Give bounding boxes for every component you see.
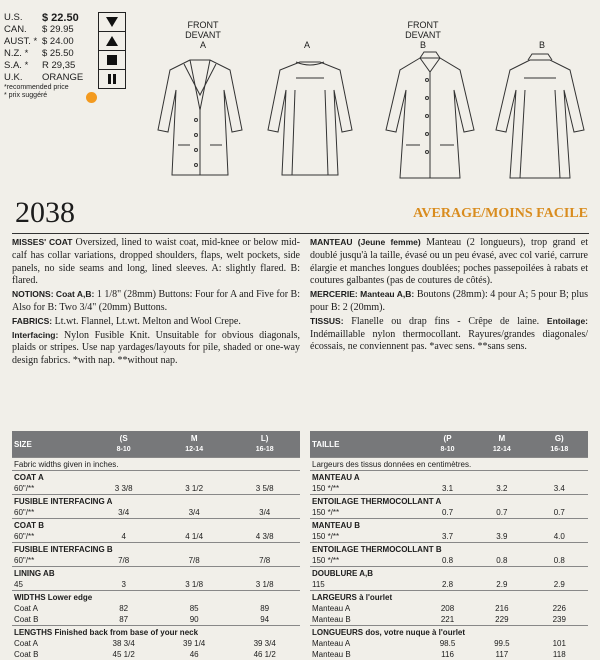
- table-row: 60"/** 3 3/8 3 1/2 3 5/8: [14, 484, 274, 493]
- desc-en: Oversized, lined to waist coat, mid-knee or below mid-calf has collar variations, dropped shoulders, flaps, welt pockets, side panels, no side seams and long, lined sleeves. A: slightly flared. B: flared.: [12, 237, 301, 287]
- size-label: SIZE: [14, 439, 32, 449]
- sketch-label-back-b: B: [538, 40, 545, 50]
- table-row: Coat A 38 3/4 39 1/4 39 3/4: [14, 639, 276, 648]
- table-section: FUSIBLE INTERFACING A: [12, 495, 300, 508]
- table-note: Largeurs des tissus données en centimètres.: [310, 458, 588, 471]
- size-col: L) 16-18: [255, 434, 274, 453]
- size-col: M 12-14: [492, 434, 511, 453]
- mercerie-label: MERCERIE: Manteau A,B:: [310, 289, 415, 300]
- price-list: [4, 12, 102, 100]
- coat-a-front-sketch: [158, 60, 242, 175]
- price-country: U.K.: [4, 72, 23, 83]
- square-icon: [99, 51, 125, 70]
- table-header: [310, 431, 588, 458]
- difficulty-label: AVERAGE/MOINS FACILE: [413, 206, 588, 221]
- price-country: U.S.: [4, 12, 23, 23]
- table-row: Manteau A 208 216 226: [312, 604, 566, 613]
- coat-b-front-sketch: [386, 52, 474, 178]
- size-col: G) 16-18: [550, 434, 569, 453]
- table-row: 150 */** 0.7 0.7 0.7: [312, 508, 565, 517]
- price-country: S.A. *: [4, 60, 29, 71]
- table-row: Coat A 82 85 89: [14, 604, 270, 613]
- table-section: WIDTHS Lower edge: [12, 591, 300, 604]
- price-value: R 29,35: [42, 60, 76, 71]
- mercerie-text: Boutons (28mm): 4 pour A; 5 pour B; plus pour B: 2 (20mm).: [310, 289, 589, 313]
- divider: [12, 233, 589, 234]
- table-header: [12, 431, 300, 458]
- yardage-table-fr: [310, 431, 588, 660]
- sketch-label-front-b: FRONT DEVANT B: [405, 20, 441, 50]
- table-section: ENTOILAGE THERMOCOLLANT B: [310, 543, 588, 556]
- table-row: 115 2.8 2.9 2.9: [312, 580, 565, 589]
- table-row: 150 */** 0.8 0.8 0.8: [312, 556, 565, 565]
- table-row: 60"/** 7/8 7/8 7/8: [14, 556, 271, 565]
- table-section: LARGEURS à l'ourlet: [310, 591, 588, 604]
- entoilage-label: Entoilage:: [546, 315, 589, 326]
- table-note: Fabric widths given in inches.: [12, 458, 300, 471]
- notions-text: 1 1/8" (28mm) Buttons: Four for A and Five for B: Also for B: Two 3/4" (20mm) Buttons.: [12, 289, 300, 313]
- table-section: COAT A: [12, 471, 300, 484]
- table-row: 150 */** 3.1 3.2 3.4: [312, 484, 565, 493]
- table-row: Coat B 87 90 94: [14, 615, 270, 624]
- triangle-up-icon: [99, 32, 125, 51]
- suggested-note: * prix suggéré: [4, 92, 48, 99]
- description-fr: [310, 236, 588, 354]
- table-row: Manteau A 98.5 99.5 101: [312, 639, 566, 648]
- size-col: (P 8-10: [440, 434, 455, 453]
- notions-label: NOTIONS: Coat A,B:: [12, 289, 95, 300]
- pause-icon: [99, 70, 125, 88]
- price-value: $ 24.00: [42, 36, 74, 47]
- table-row: 150 */** 3.7 3.9 4.0: [312, 532, 565, 541]
- title-en: MISSES' COAT: [12, 237, 73, 247]
- orange-dot-icon: [86, 92, 97, 103]
- table-section: COAT B: [12, 519, 300, 532]
- coat-sketches: [150, 50, 590, 190]
- sketch-label-back-a: A: [303, 40, 310, 50]
- coat-a-back-sketch: [268, 62, 352, 175]
- tissus-label: TISSUS:: [310, 315, 344, 326]
- size-col: (S 8-10: [116, 434, 131, 453]
- symbol-box: [98, 12, 126, 89]
- fabrics-label: FABRICS:: [12, 315, 53, 326]
- table-section: LENGTHS Finished back from base of your neck: [12, 626, 300, 639]
- sketch-label-front-a: FRONT DEVANT A: [185, 20, 221, 50]
- price-value: ORANGE: [42, 72, 84, 83]
- price-value: $ 22.50: [42, 12, 79, 24]
- table-row: Coat B 45 1/2 46 46 1/2: [14, 650, 276, 659]
- size-label: TAILLE: [312, 439, 340, 449]
- table-row: 45 3 3 1/8 3 1/8: [14, 580, 274, 589]
- fabrics-text: Lt.wt. Flannel, Lt.wt. Melton and Wool Crepe.: [54, 315, 241, 327]
- price-country: CAN.: [4, 24, 27, 35]
- table-section: FUSIBLE INTERFACING B: [12, 543, 300, 556]
- table-section: DOUBLURE A,B: [310, 567, 588, 580]
- price-country: AUST. *: [4, 36, 38, 47]
- tissus-text: Flanelle ou drap fins - Crêpe de laine.: [351, 315, 540, 327]
- coat-b-back-sketch: [496, 54, 584, 178]
- entoilage-text: Indémaillable nylon thermocollant. Rayures/grandes diagonales/écossais, ne conviennent pas. *avec sens. **sans sens.: [310, 328, 588, 353]
- table-row: Manteau B 221 229 239: [312, 615, 566, 624]
- table-row: Manteau B 116 117 118: [312, 650, 566, 659]
- price-country: N.Z. *: [4, 48, 29, 59]
- interfacing-text: Nylon Fusible Knit. Unsuitable for obvious diagonals, plaids or stripes. Use nap yardages/layouts for pile, shaded or one-way design fabrics. *with nap. **without nap.: [12, 329, 301, 367]
- recommended-note: *recommended price: [4, 84, 69, 91]
- table-section: ENTOILAGE THERMOCOLLANT A: [310, 495, 588, 508]
- table-row: 60"/** 3/4 3/4 3/4: [14, 508, 271, 517]
- title-fr: MANTEAU (Jeune femme): [310, 237, 421, 247]
- interfacing-label: Interfacing:: [12, 329, 59, 340]
- table-row: 60"/** 4 4 1/4 4 3/8: [14, 532, 274, 541]
- yardage-table-en: [12, 431, 300, 660]
- description-en: [12, 236, 300, 368]
- desc-fr: Manteau (2 longueurs), trop grand et doublé jusqu'à la taille, évasé ou un peu évasé, avec col varié, carrure élargie et manches longues doublées; poches passepoilées à rabats et coutures galbantes (pas de coutures de côtés).: [310, 237, 588, 287]
- table-section: MANTEAU B: [310, 519, 588, 532]
- table-section: LONGUEURS dos, votre nuque à l'ourlet: [310, 626, 588, 639]
- triangle-down-icon: [99, 13, 125, 32]
- price-value: $ 25.50: [42, 48, 74, 59]
- table-section: MANTEAU A: [310, 471, 588, 484]
- table-section: LINING AB: [12, 567, 300, 580]
- price-value: $ 29.95: [42, 24, 74, 35]
- size-col: M 12-14: [185, 434, 204, 453]
- pattern-number: 2038: [15, 196, 75, 229]
